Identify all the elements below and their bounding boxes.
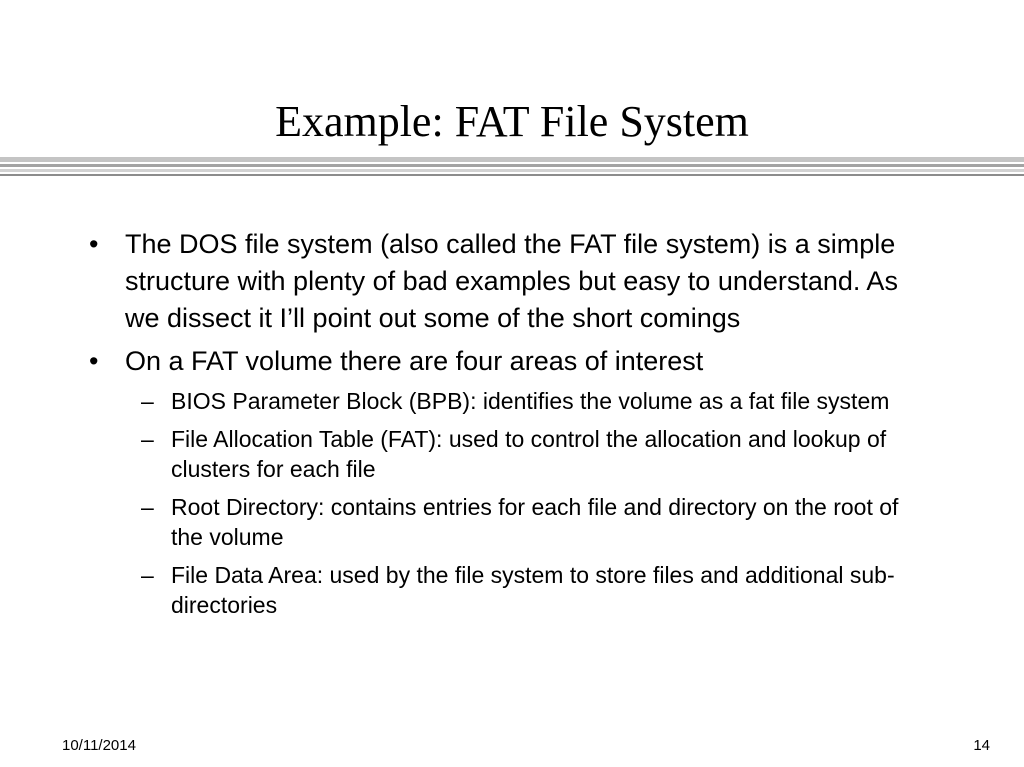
bullet-text: The DOS file system (also called the FAT file system) is a simple structure with plenty of bad examples but easy to understand. As we dissect it I’ll point out some of the short comings xyxy=(125,229,898,333)
sub-bullet-item xyxy=(0,492,931,552)
sub-bullet-marker: – xyxy=(141,494,154,520)
bullet-text: On a FAT volume there are four areas of interest xyxy=(125,346,704,376)
title-rule-3 xyxy=(0,169,1024,172)
sub-bullet-text: File Data Area: used by the file system to store files and additional sub-directories xyxy=(171,562,895,618)
bullet-item xyxy=(0,343,925,380)
title-underline xyxy=(0,157,1024,177)
sub-bullet-marker: – xyxy=(141,388,154,414)
bullet-marker: • xyxy=(89,229,99,259)
slide-title: Example: FAT File System xyxy=(275,97,749,146)
sub-bullet-text: BIOS Parameter Block (BPB): identifies the volume as a fat file system xyxy=(171,388,890,414)
bullet-marker: • xyxy=(89,346,99,376)
sub-bullet-marker: – xyxy=(141,426,154,452)
slide-body xyxy=(0,226,1024,628)
sub-bullet-text: File Allocation Table (FAT): used to control the allocation and lookup of clusters for each file xyxy=(171,426,887,482)
sub-bullet-item xyxy=(0,424,931,484)
title-rule-4 xyxy=(0,174,1024,176)
bullet-item xyxy=(0,226,925,337)
title-rule-2 xyxy=(0,164,1024,167)
page-number: 14 xyxy=(973,737,990,754)
sub-bullet-item xyxy=(0,560,931,620)
sub-bullet-item xyxy=(0,386,931,416)
title-rule-1 xyxy=(0,157,1024,162)
footer-date: 10/11/2014 xyxy=(62,737,136,754)
sub-bullet-text: Root Directory: contains entries for each file and directory on the root of the volume xyxy=(171,494,899,550)
sub-bullet-marker: – xyxy=(141,562,154,588)
